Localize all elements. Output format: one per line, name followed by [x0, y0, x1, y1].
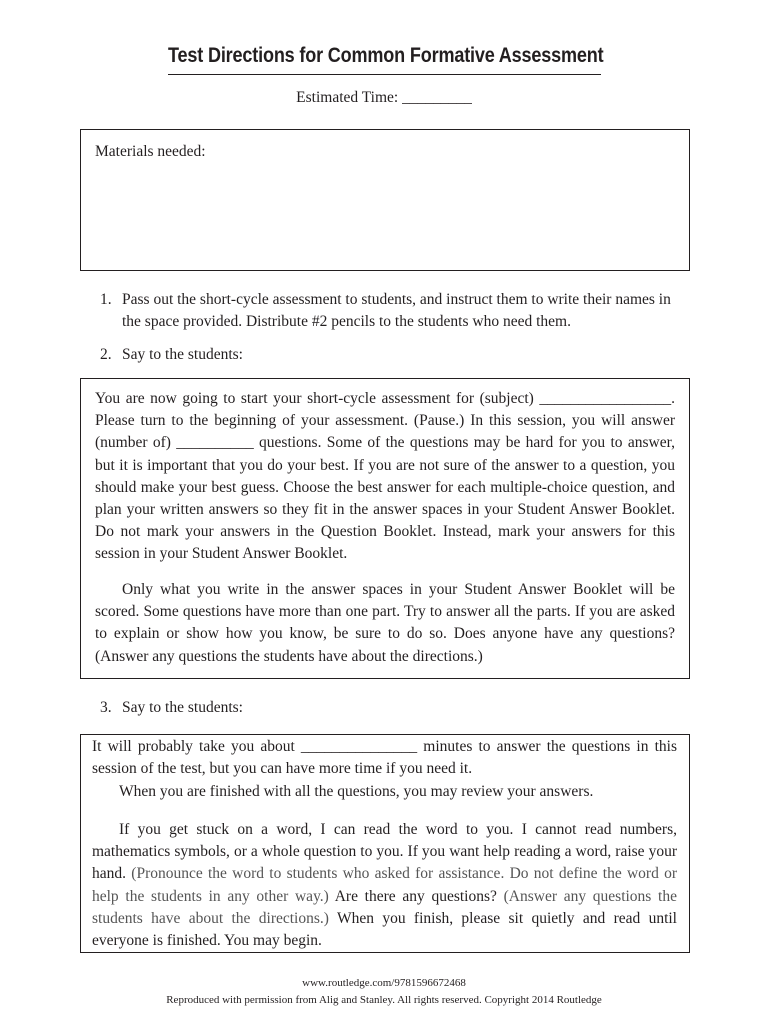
script2-paragraph-1 [92, 736, 677, 780]
script1-paragraph-1 [95, 388, 675, 566]
script2-text-a: It will probably take you about [92, 738, 295, 755]
script2-paragraph-3 [92, 819, 677, 952]
teacher-note-2: (Answer any questions the students have about the directions.) [92, 887, 677, 927]
materials-label: Materials needed: [95, 143, 206, 160]
script2-text-b: minutes to answer the questions in this session of the test, but you can have more time if you need it. [92, 738, 678, 778]
script1-paragraph-2: Only what you write in the answer spaces in your Student Answer Booklet will be scored. Some questions have more than one part. Try to answer all the parts. If you are asked to explain or show how you know, be sure to do so. Does anyone have any questions? (Answer any questions the students have about the directions.) [95, 581, 675, 665]
teacher-note-1: (Pronounce the word to students who asked for assistance. Do not define the word or help the students in any other way.) [92, 865, 678, 905]
step-number: 2. [100, 346, 112, 363]
materials-box [80, 129, 690, 271]
script1-text-b: . Please turn to the beginning of your assessment. (Pause.) In this session, you will answer (number of) [95, 390, 675, 452]
step-text: Pass out the short-cycle assessment to students, and instruct them to write their names in the space provided. Distribute #2 pencils to the students who need them. [122, 291, 671, 330]
step-number: 3. [100, 699, 112, 716]
script2-paragraph-2: When you are finished with all the questions, you may review your answers. [119, 783, 594, 800]
question-count-blank: __________ [176, 434, 254, 452]
minutes-blank: _______________ [300, 738, 418, 755]
page-title: Test Directions for Common Formative Assessment [168, 44, 604, 67]
estimated-time-label: Estimated Time: [296, 89, 399, 106]
script2-text-e: When you finish, please sit quietly and read until everyone is finished. You may begin. [92, 909, 677, 950]
script-box-2 [80, 734, 690, 953]
step-text: Say to the students: [122, 346, 243, 363]
step-text: Say to the students: [122, 699, 243, 716]
script2-text-c: If you get stuck on a word, I can read the word to you. I cannot read numbers, mathematics symbols, or a whole question to you. If you want help reading a word, raise your hand. [92, 821, 677, 883]
subject-blank: _________________ [539, 390, 672, 407]
step-number: 1. [100, 291, 112, 308]
estimated-time [0, 89, 768, 107]
script2-text-d: Are there any questions? [334, 887, 497, 905]
script1-text-c: questions. Some of the questions may be hard for you to answer, but it is important that you do your best. If you are not sure of the answer to a question, you should make your best guess. Choose the best answer for each multiple-choice question, and plan your written answers so they fit in the answer spaces in your Student Answer Booklet. Do not mark your answers in the Question Booklet. Instead, mark your answers for this session in your Student Answer Booklet. [95, 434, 675, 563]
footer-url: www.routledge.com/9781596672468 [302, 977, 466, 989]
estimated-time-blank: _________ [402, 89, 472, 106]
script-box-1 [80, 378, 690, 679]
script1-text-a: You are now going to start your short-cycle assessment for (subject) [95, 390, 534, 407]
footer-copyright: Reproduced with permission from Alig and Stanley. All rights reserved. Copyright 2014 Routledge [166, 994, 602, 1006]
title-underline [168, 74, 601, 75]
